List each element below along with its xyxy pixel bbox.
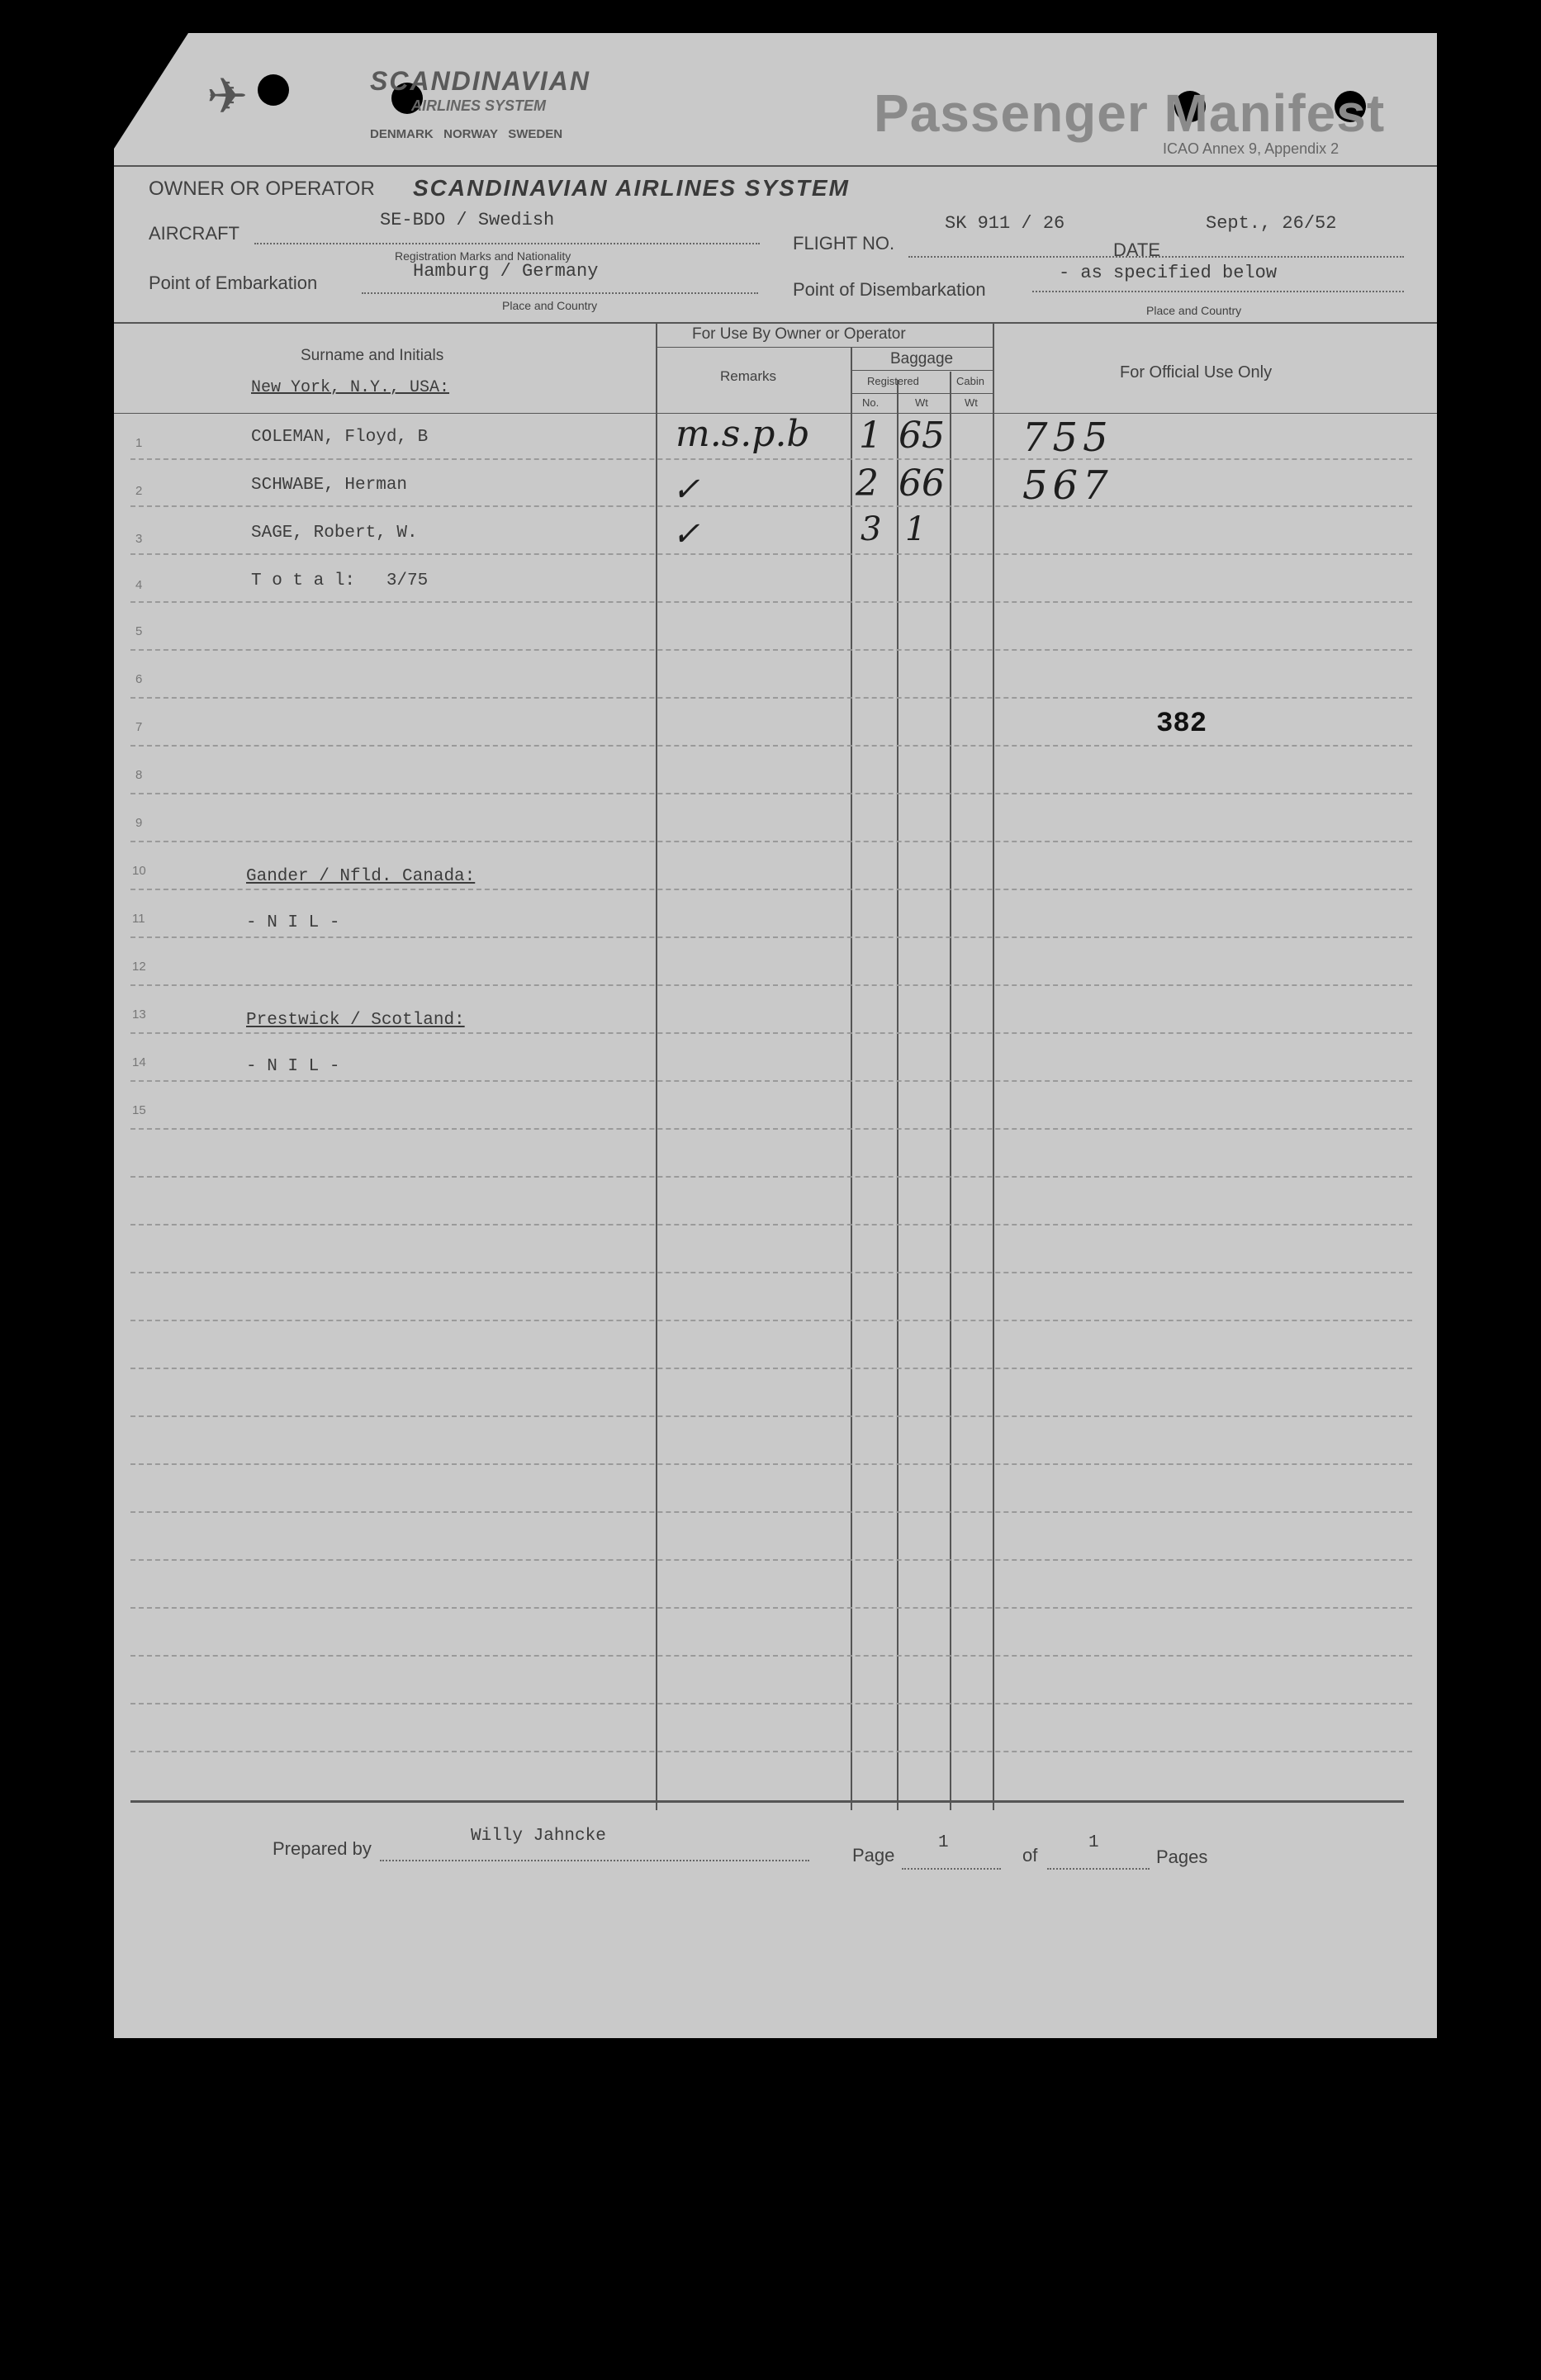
row-number: 9 [135,816,143,830]
row-rule [130,984,1412,986]
row-rule [130,793,1412,794]
row-rule [130,601,1412,603]
of-label: of [1022,1845,1038,1866]
baggage-number: 1 [859,415,882,457]
passenger-name: COLEMAN, Floyd, B [251,428,429,447]
row-rule [130,1703,1412,1704]
disembark-line [1032,291,1404,292]
bag-no-header: No. [862,396,880,409]
owner-group-rule [656,347,994,348]
official-entry: 567 [1022,462,1113,509]
gander-heading: Gander / Nfld. Canada: [246,867,476,886]
row-rule [130,1655,1412,1657]
torn-corner [114,33,188,149]
page-line [902,1868,1001,1870]
passenger-remark: m.s.p.b [676,413,810,455]
airline-logo-icon: ✈ [206,69,249,124]
header-rule [114,165,1437,167]
row-number: 2 [135,484,143,498]
row-number: 1 [135,436,143,450]
row-rule [130,505,1412,507]
row-rule [130,1176,1412,1178]
passenger-remark: ✓ [672,515,700,553]
embark-line [362,292,758,294]
baggage-weight: 66 [899,462,945,505]
stamp-number: 382 [1156,709,1207,740]
owner-group-header: For Use By Owner or Operator [692,325,906,343]
remarks-header: Remarks [720,368,777,384]
row-number: 5 [135,624,143,638]
row-rule [130,1272,1412,1273]
prestwick-value: - N I L - [246,1057,340,1076]
row-number: 13 [132,1007,146,1022]
date-label: DATE [1113,239,1161,260]
cabin-header: Cabin [956,375,984,387]
airline-name: SCANDINAVIAN [370,66,590,96]
disembark-value: - as specified below [1059,263,1278,283]
row-rule [130,1128,1412,1130]
aircraft-line [254,243,760,244]
registered-rule [851,393,994,394]
row-rule [130,936,1412,938]
row-rule [130,458,1412,460]
row-rule [130,889,1412,890]
gander-value: - N I L - [246,913,340,932]
aircraft-caption: Registration Marks and Nationality [395,249,571,263]
registered-header: Registered [867,375,919,387]
bag-wt-header: Wt [915,396,928,409]
total-line: T o t a l: 3/75 [251,571,429,590]
manifest-sheet [114,33,1437,2038]
row-number: 14 [132,1055,146,1069]
official-header: For Official Use Only [1120,363,1273,382]
fields-rule [114,322,1437,324]
passenger-remark: ✓ [672,471,700,509]
official-entry: 755 [1022,415,1113,461]
row-number: 12 [132,960,146,974]
flight-label: FLIGHT NO. [793,233,895,254]
row-number: 8 [135,768,143,782]
bag-no-column-line [851,347,852,1810]
row-rule [130,649,1412,651]
row-rule [130,841,1412,842]
surname-header: Surname and Initials [301,347,444,364]
cabin-wt-header: Wt [965,396,978,409]
row-rule [130,1511,1412,1513]
cabin-column-line [950,372,951,1810]
prestwick-heading: Prestwick / Scotland: [246,1011,465,1030]
row-number: 10 [132,864,146,878]
icao-note: ICAO Annex 9, Appendix 2 [1163,140,1339,157]
disembark-label: Point of Disembarkation [793,279,986,300]
row-rule [130,1463,1412,1465]
owner-label: OWNER OR OPERATOR [149,178,375,200]
remarks-column-line [656,324,657,1810]
row-rule [130,745,1412,747]
date-value: Sept., 26/52 [1206,213,1337,234]
row-rule [130,1368,1412,1369]
disembark-caption: Place and Country [1146,304,1242,317]
row-number: 3 [135,532,143,546]
row-rule [130,1751,1412,1752]
baggage-rule [851,370,994,371]
airline-sub: AIRLINES SYSTEM [411,97,547,114]
flight-line [908,256,1404,258]
row-rule [130,1607,1412,1609]
row-number: 11 [132,912,145,926]
row-rule [130,1032,1412,1034]
row-number: 6 [135,672,143,686]
flight-value: SK 911 / 26 [945,213,1065,234]
page-label: Page [852,1845,895,1866]
embark-label: Point of Embarkation [149,273,318,293]
of-line [1047,1868,1150,1870]
airline-countries: DENMARK NORWAY SWEDEN [370,127,563,141]
prepared-line [380,1860,809,1861]
embark-caption: Place and Country [502,299,598,312]
baggage-number: 2 [856,462,879,505]
row-rule [130,1559,1412,1561]
baggage-header: Baggage [890,350,954,367]
baggage-weight: 65 [899,415,945,457]
row-rule [130,1415,1412,1417]
official-column-line [993,324,994,1810]
row-number: 7 [135,720,143,734]
row-rule [130,553,1412,555]
document-title: Passenger Manifest [874,83,1386,143]
of-value: 1 [1088,1833,1099,1852]
passenger-name: SCHWABE, Herman [251,476,408,495]
aircraft-label: AIRCRAFT [149,223,239,244]
destination-heading: New York, N.Y., USA: [251,378,450,397]
aircraft-value: SE-BDO / Swedish [380,210,555,230]
bag-wt-column-line [897,380,899,1810]
baggage-weight: 1 [905,510,927,548]
punch-hole [258,74,289,106]
prepared-value: Willy Jahncke [471,1827,606,1846]
baggage-number: 3 [861,510,882,548]
passenger-name: SAGE, Robert, W. [251,524,418,543]
row-rule [130,1080,1412,1082]
prepared-label: Prepared by [273,1838,372,1859]
footer-rule [130,1800,1404,1803]
row-rule [130,697,1412,699]
row-rule [130,1224,1412,1226]
page-value: 1 [938,1833,949,1852]
row-number: 4 [135,578,143,592]
embark-value: Hamburg / Germany [413,261,599,282]
row-number: 15 [132,1103,146,1117]
owner-value: SCANDINAVIAN AIRLINES SYSTEM [413,175,850,201]
row-rule [130,1320,1412,1321]
pages-label: Pages [1156,1847,1208,1867]
